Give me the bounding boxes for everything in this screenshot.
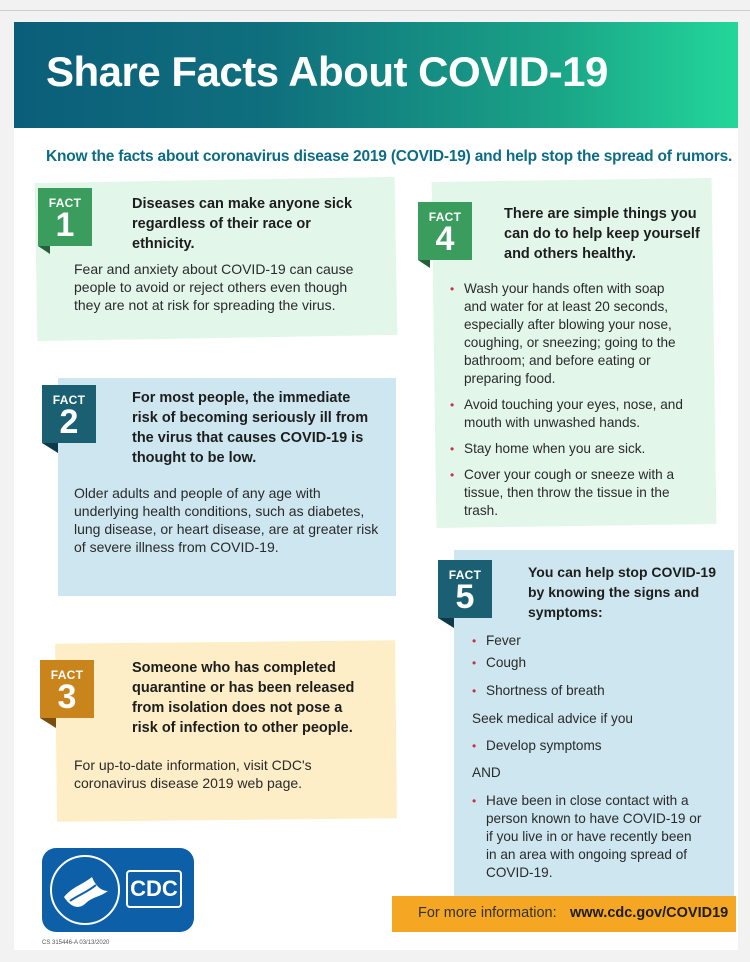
list-item: • Wash your hands often with soap and water for at least 20 seconds, especially after blowing your nose, coughing, or sneezing; going to the bathroom; and before eating or preparing food. (450, 280, 690, 388)
fact-2-body: Older adults and people of any age with underlying health conditions, such as diabetes, lung disease, or heart disease, are at greater risk of severe illness from COVID-19. (74, 485, 379, 555)
page-title: Share Facts About COVID-19 (46, 48, 608, 95)
fact-4-tips-list (450, 280, 690, 520)
fact-number: 2 (59, 403, 79, 441)
cdc-covid-link[interactable]: www.cdc.gov/COVID19 (570, 905, 729, 921)
document-code: CS 315446-A 03/13/2020 (42, 940, 110, 946)
list-item: • Develop symptoms (472, 737, 712, 755)
fact-number: 1 (55, 206, 75, 244)
hhs-cdc-logo (42, 848, 194, 932)
eagle-icon (52, 857, 118, 923)
badge-fold (42, 443, 58, 453)
list-item: • Cough (472, 654, 712, 672)
fact-1-badge (38, 188, 92, 246)
fact-label: FACT (428, 210, 462, 224)
badge-fold (38, 246, 50, 254)
header-banner (14, 22, 738, 128)
badge-fold (40, 718, 56, 728)
seek-advice-text: Seek medical advice if you (472, 711, 633, 726)
fact-5-badge (438, 560, 492, 618)
condition-list-1 (472, 737, 712, 755)
and-text: AND (472, 765, 501, 780)
condition-list-2 (472, 792, 702, 882)
symptoms-list (472, 632, 712, 700)
list-item: • Cover your cough or sneeze with a tissue, then throw the tissue in the trash. (450, 466, 690, 520)
top-divider (0, 10, 750, 11)
list-item: • Have been in close contact with a person known to have COVID-19 or if you live in or have recently been in an area with ongoing spread of COVID-19. (472, 792, 702, 882)
cdc-wordmark: CDC (126, 870, 182, 908)
more-info-bar (392, 896, 736, 932)
fact-3-body: For up-to-date information, visit CDC's coronavirus disease 2019 web page. (74, 757, 312, 791)
fact-4-badge (418, 202, 472, 260)
fact-5-title: You can help stop COVID-19 by knowing the signs and symptoms: (528, 564, 716, 620)
hhs-seal-icon (50, 855, 120, 925)
fact-label: FACT (448, 568, 482, 582)
fact-label: FACT (50, 668, 84, 682)
fact-1-title: Diseases can make anyone sick regardless of their race or ethnicity. (132, 196, 353, 252)
more-info-label: For more information: (418, 905, 561, 921)
fact-3-title: Someone who has completed quarantine or has been released from isolation does not pose a risk of infection to other people. (132, 660, 355, 736)
fact-3-badge (40, 660, 94, 718)
list-item: • Stay home when you are sick. (450, 440, 690, 458)
page-subtitle: Know the facts about coronavirus disease 2019 (COVID-19) and help stop the spread of rumors. (46, 148, 733, 165)
badge-fold (438, 618, 454, 628)
list-item: • Avoid touching your eyes, nose, and mouth with unwashed hands. (450, 396, 690, 432)
fact-sheet-page (14, 22, 738, 950)
list-item: • Fever (472, 632, 712, 650)
badge-fold (418, 260, 430, 268)
fact-number: 5 (455, 578, 475, 616)
fact-1-body: Fear and anxiety about COVID-19 can cause people to avoid or reject others even though they are not at risk for spreading the virus. (74, 261, 354, 313)
fact-number: 3 (57, 678, 77, 716)
fact-4-title: There are simple things you can do to help keep yourself and others healthy. (504, 206, 700, 262)
fact-number: 4 (435, 220, 455, 258)
fact-label: FACT (48, 196, 82, 210)
list-item: • Shortness of breath (472, 682, 712, 700)
fact-2-title: For most people, the immediate risk of becoming seriously ill from the virus that causes COVID-19 is thought to be low. (132, 390, 369, 466)
fact-label: FACT (52, 393, 86, 407)
fact-2-badge (42, 385, 96, 443)
